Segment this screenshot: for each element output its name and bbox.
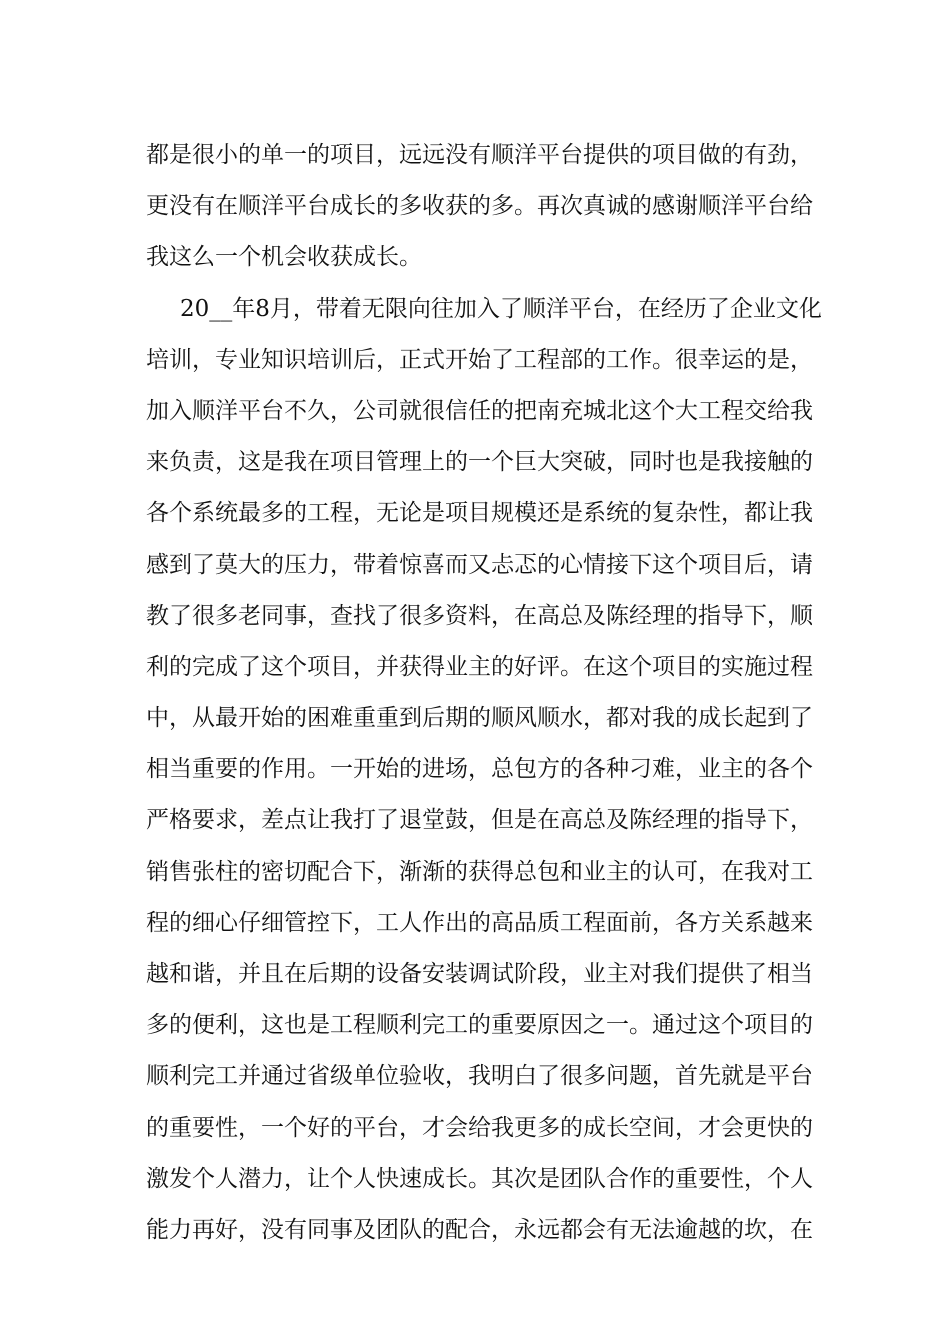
text-line-2: 更没有在顺洋平台成长的多收获的多。再次真诚的感谢顺洋平台给 [146,193,813,220]
text-line-22: 能力再好，没有同事及团队的配合，永远都会有无法逾越的坎，在 [146,1216,813,1243]
text-line-9: 感到了莫大的压力，带着惊喜而又忐忑的心情接下这个项目后，请 [146,551,813,578]
body-text [146,136,822,1262]
text-line-6: 加入顺洋平台不久，公司就很信任的把南充城北这个大工程交给我 [146,397,813,424]
text-line-10: 教了很多老同事，查找了很多资料，在高总及陈经理的指导下，顺 [146,602,813,629]
text-line-5: 培训，专业知识培训后，正式开始了工程部的工作。很幸运的是， [146,346,813,373]
text-line-13: 相当重要的作用。一开始的进场，总包方的各种刁难，业主的各个 [146,756,813,783]
text-line-20: 的重要性，一个好的平台，才会给我更多的成长空间，才会更快的 [146,1114,813,1141]
text-line-16: 程的细心仔细管控下，工人作出的高品质工程面前，各方关系越来 [146,909,813,936]
text-line-7: 来负责，这是我在项目管理上的一个巨大突破，同时也是我接触的 [146,449,813,476]
text-line-1: 都是很小的单一的项目，远远没有顺洋平台提供的项目做的有劲， [146,142,813,168]
text-line-8: 各个系统最多的工程，无论是项目规模还是系统的复杂性，都让我 [146,500,813,527]
text-line-14: 严格要求，差点让我打了退堂鼓，但是在高总及陈经理的指导下， [146,807,813,834]
text-line-4: 20__年8月，带着无限向往加入了顺洋平台，在经历了企业文化 [180,295,822,322]
text-line-12: 中，从最开始的困难重重到后期的顺风顺水，都对我的成长起到了 [146,705,813,732]
text-line-15: 销售张柱的密切配合下，渐渐的获得总包和业主的认可，在我对工 [146,858,813,885]
text-line-11: 利的完成了这个项目，并获得业主的好评。在这个项目的实施过程 [146,653,813,680]
text-line-21: 激发个人潜力，让个人快速成长。其次是团队合作的重要性，个人 [146,1165,813,1192]
text-line-19: 顺利完工并通过省级单位验收，我明白了很多问题，首先就是平台 [146,1063,813,1090]
text-line-17: 越和谐，并且在后期的设备安装调试阶段，业主对我们提供了相当 [146,961,813,987]
text-line-3: 我这么一个机会收获成长。 [146,244,422,271]
text-line-18: 多的便利，这也是工程顺利完工的重要原因之一。通过这个项目的 [146,1012,813,1039]
